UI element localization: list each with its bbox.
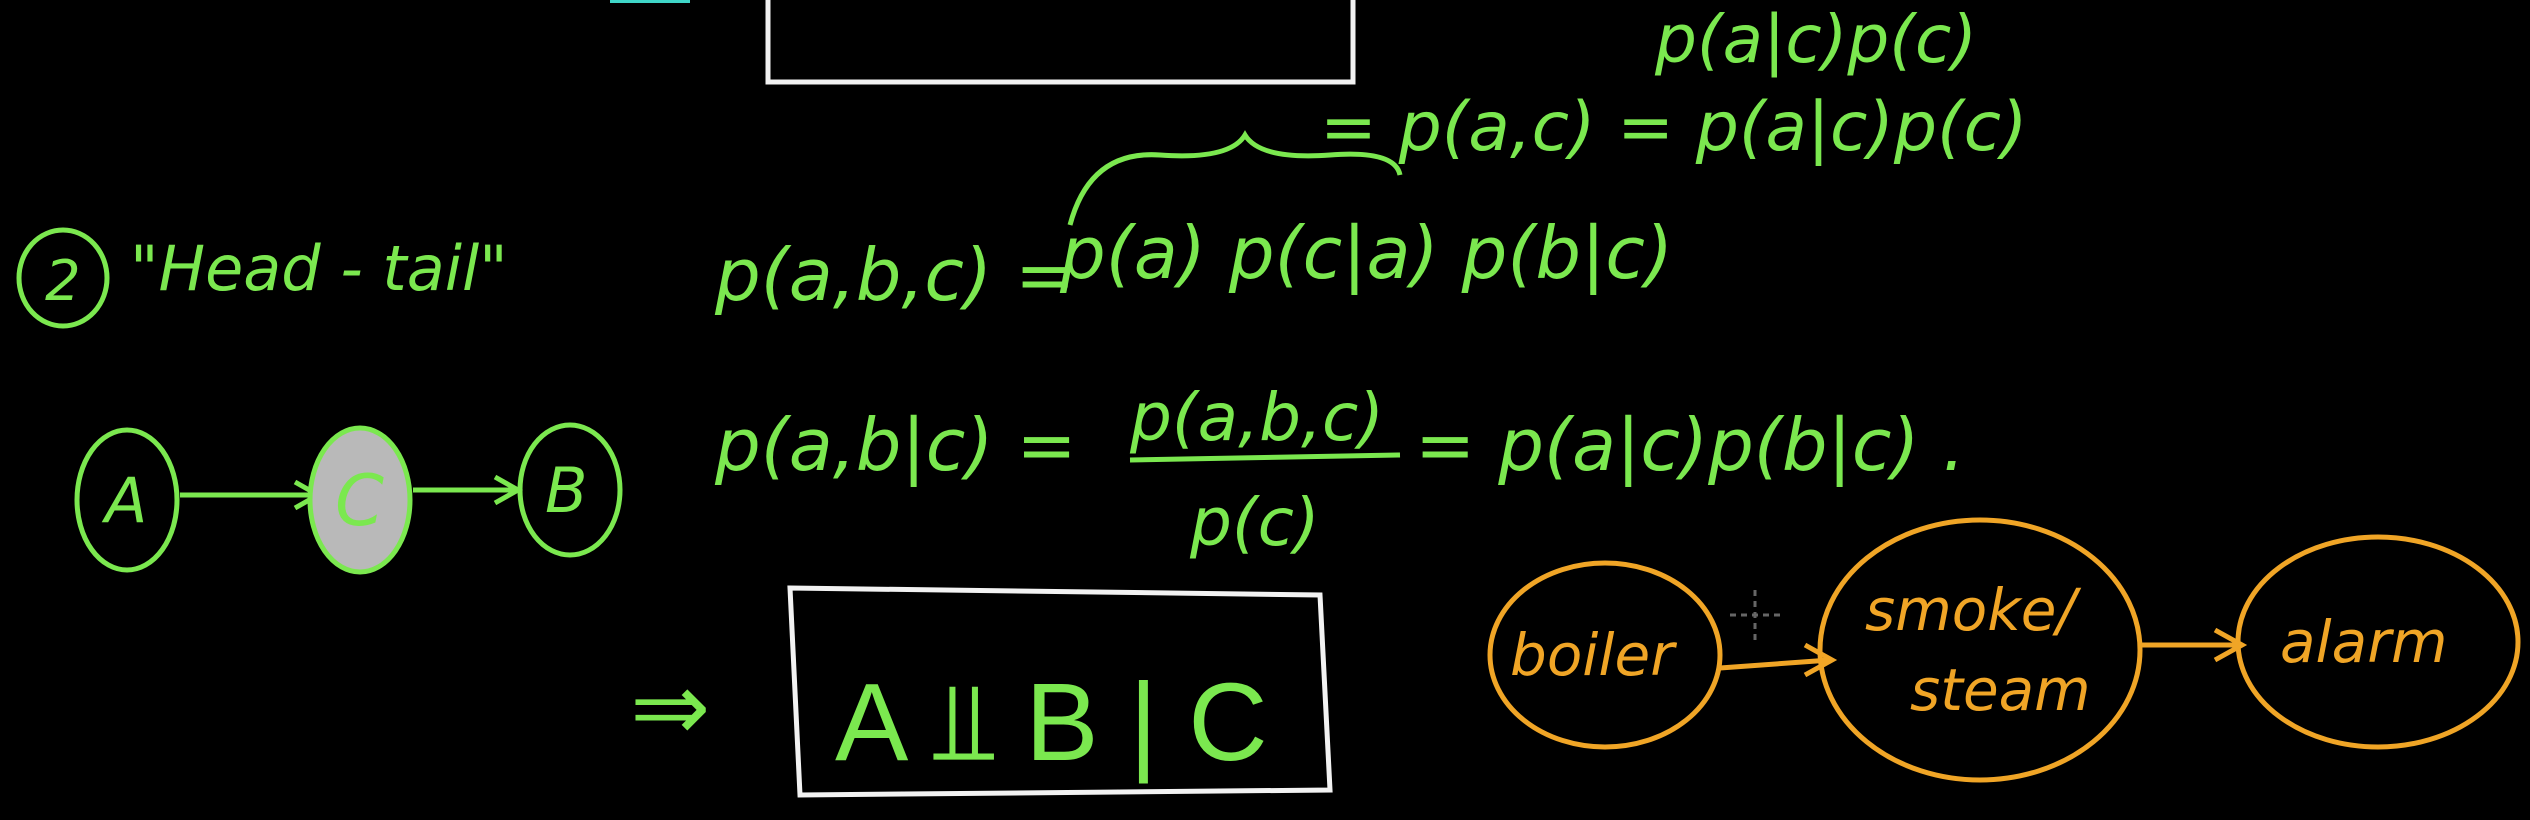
cond-lhs: p(a,b|c) =: [715, 403, 1077, 487]
cut-formula: p(a|c)p(c): [1655, 1, 1978, 78]
conditional-equation: [714, 379, 1965, 561]
head-tail-graph: [77, 425, 620, 572]
edge-a-c: [180, 482, 318, 508]
conclusion: [630, 588, 1330, 795]
joint-equation: [714, 211, 1673, 317]
node-alarm-label: alarm: [2280, 608, 2448, 676]
brace-equation: = p(a,c) = p(a|c)p(c): [1320, 88, 2028, 167]
edge-c-b: [413, 477, 518, 503]
joint-rhs: p(a) p(c|a) p(b|c): [1060, 211, 1674, 295]
edge-boiler-smoke: [1720, 645, 1832, 675]
node-c-label: C: [335, 460, 384, 542]
cursor-crosshair: [1730, 590, 1780, 640]
example-chain: [1490, 520, 2518, 780]
node-b-label: B: [545, 454, 588, 527]
joint-lhs: p(a,b,c) =: [715, 233, 1076, 317]
implies-arrow: ⇒: [630, 654, 711, 761]
node-smoke-steam: [1820, 520, 2140, 780]
node-steam-label: steam: [1910, 656, 2091, 724]
cond-denominator: p(c): [1190, 484, 1320, 561]
section-number: 2: [45, 249, 81, 314]
previous-section-remnant: [610, 0, 1977, 82]
node-boiler-label: boiler: [1510, 621, 1675, 689]
cond-rhs: = p(a|c)p(b|c) .: [1415, 403, 1966, 487]
edge-smoke-alarm: [2140, 630, 2242, 660]
node-a-label: A: [105, 464, 148, 537]
section-title: "Head - tail": [130, 232, 508, 305]
node-smoke-label: smoke/: [1865, 576, 2077, 644]
cond-numerator: p(a,b,c): [1130, 379, 1384, 456]
section-label: [19, 230, 508, 326]
independence-statement: A ⫫ B | C: [835, 661, 1268, 784]
cut-result-box: [768, 0, 1353, 82]
